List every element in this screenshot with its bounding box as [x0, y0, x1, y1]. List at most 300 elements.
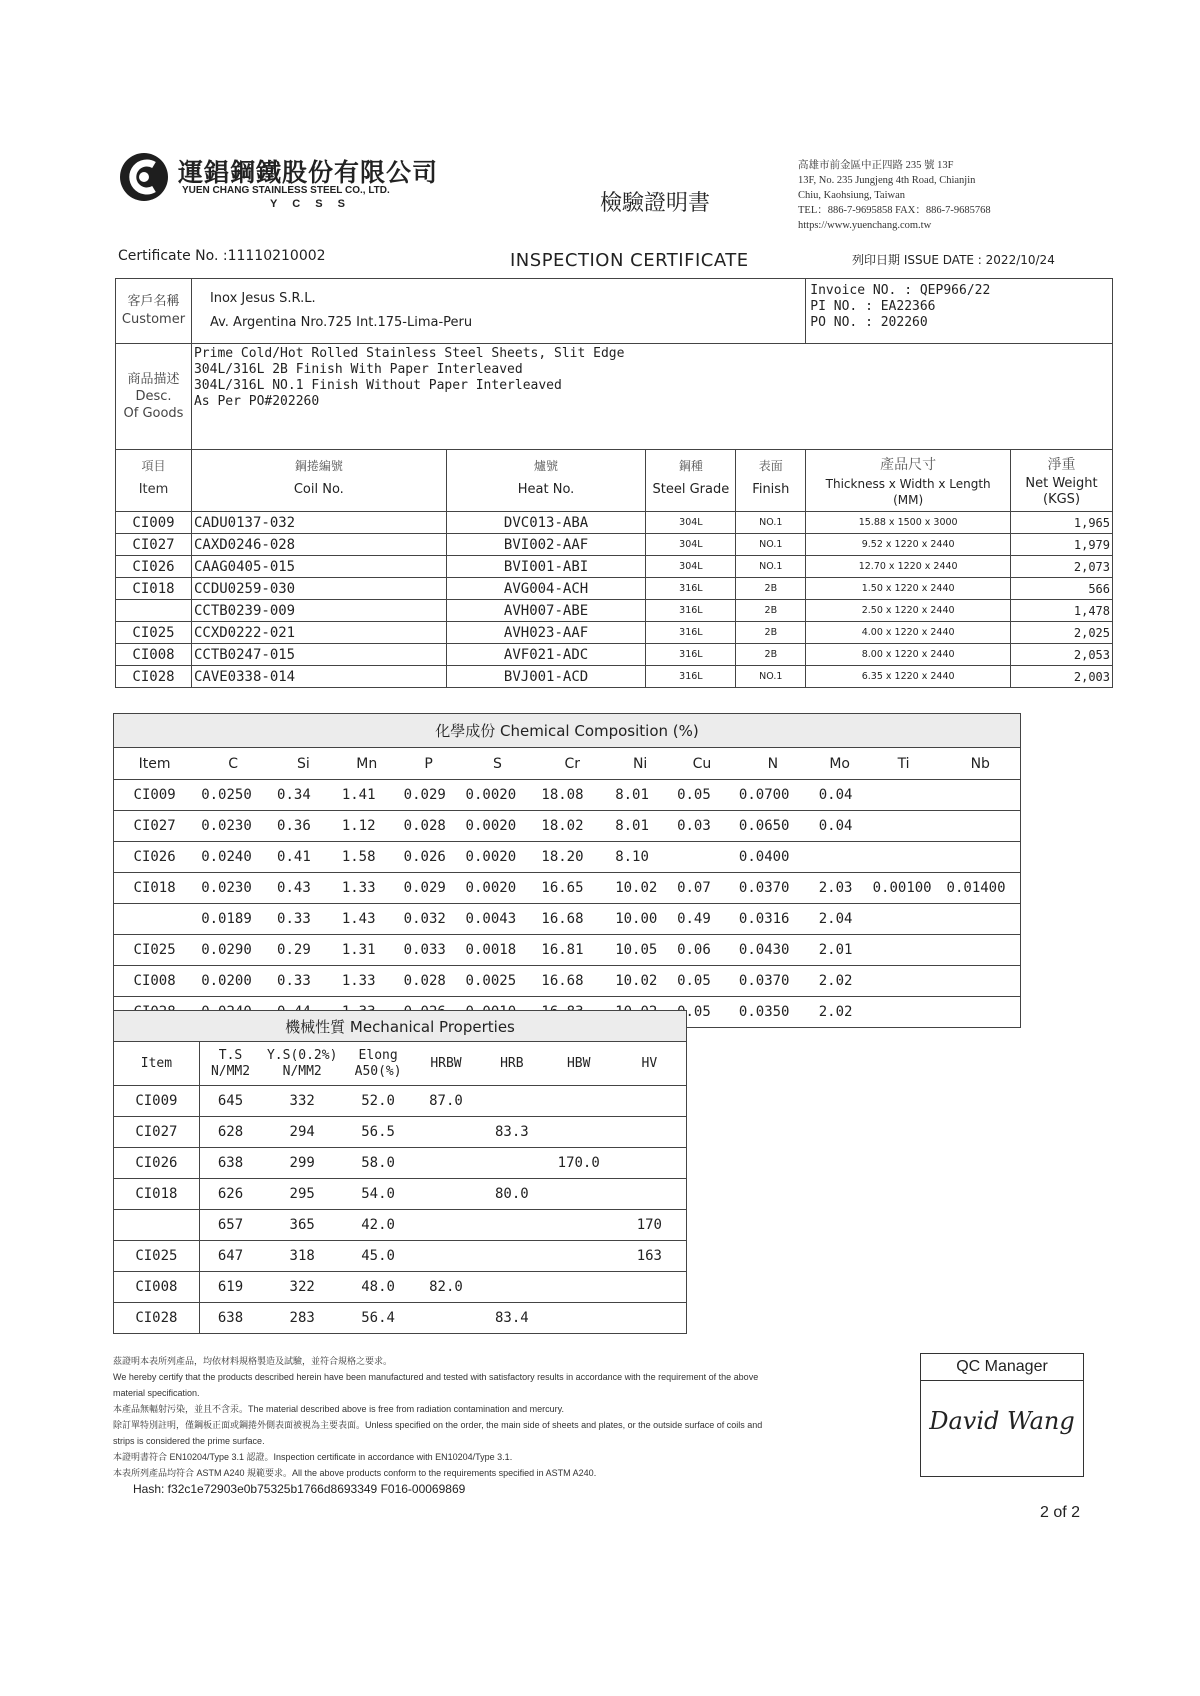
item-row [116, 512, 1113, 534]
dimensions: 1.50 x 1220 x 2440 [806, 578, 1011, 600]
chem-value [867, 904, 941, 935]
coil-number: CAVE0338-014 [191, 666, 446, 688]
chem-value [941, 997, 1021, 1028]
mech-header-cell: HRBW [413, 1042, 479, 1086]
heat-number: BVI001-ABI [446, 556, 646, 578]
mech-value: 626 [199, 1179, 261, 1210]
chem-value [941, 780, 1021, 811]
page-number: 2 of 2 [1040, 1504, 1081, 1521]
customer-info [191, 279, 805, 344]
chem-value: 0.0010 [460, 997, 536, 1028]
address-line: https://www.yuenchang.com.tw [798, 220, 932, 231]
mech-item: CI018 [114, 1179, 200, 1210]
chem-value: 2.01 [813, 935, 867, 966]
mech-value: 294 [261, 1117, 343, 1148]
mech-value: 45.0 [343, 1241, 413, 1272]
item-row [116, 622, 1113, 644]
mech-item: CI009 [114, 1086, 200, 1117]
coil-number: CCTB0239-009 [191, 600, 446, 622]
chem-item: CI009 [114, 780, 196, 811]
chem-value: 10.02 [609, 997, 671, 1028]
chem-value: 2.04 [813, 904, 867, 935]
mech-row [114, 1117, 687, 1148]
chem-value: 0.028 [398, 966, 460, 997]
mech-value [613, 1086, 687, 1117]
chem-header-cell: C [195, 748, 271, 780]
mech-value: 318 [261, 1241, 343, 1272]
chem-value: 10.02 [609, 966, 671, 997]
chem-value [867, 966, 941, 997]
header-grade: 鋼種 Steel Grade [646, 450, 736, 512]
mech-value [613, 1117, 687, 1148]
chem-header-cell: Item [114, 748, 196, 780]
mech-value [545, 1303, 613, 1334]
customer-address: Av. Argentina Nro.725 Int.175-Lima-Peru [209, 315, 473, 330]
chem-value: 0.0189 [195, 904, 271, 935]
document-title-en: INSPECTION CERTIFICATE [510, 250, 749, 271]
mech-value [545, 1179, 613, 1210]
mechanical-header-row [114, 1042, 687, 1086]
mech-value: 80.0 [479, 1179, 545, 1210]
mech-item: CI026 [114, 1148, 200, 1179]
chem-header-cell: S [460, 748, 536, 780]
description-label: 商品描述 Desc. Of Goods [116, 344, 192, 450]
chem-row [114, 935, 1021, 966]
po-number: PO NO. : 202260 [810, 315, 928, 330]
steel-grade: 304L [646, 556, 736, 578]
mech-item: CI008 [114, 1272, 200, 1303]
mech-value: 638 [199, 1303, 261, 1334]
chem-value: 0.0700 [733, 780, 813, 811]
steel-grade: 316L [646, 644, 736, 666]
chem-value: 1.41 [336, 780, 398, 811]
mech-value: 54.0 [343, 1179, 413, 1210]
statement-line: 本表所列產品均符合 ASTM A240 規範要求。All the above products conform to the requirements specified in ASTM A240. [113, 1468, 597, 1478]
chem-item: CI028 [114, 997, 196, 1028]
customer-label: 客戶名稱 Customer [116, 279, 192, 344]
finish: 2B [736, 578, 806, 600]
steel-grade: 304L [646, 534, 736, 556]
chem-value: 0.05 [671, 780, 733, 811]
chem-value [941, 904, 1021, 935]
chem-item [114, 904, 196, 935]
net-weight: 566 [1011, 578, 1113, 600]
mech-value: 628 [199, 1117, 261, 1148]
net-weight: 2,025 [1011, 622, 1113, 644]
mech-value: 82.0 [413, 1272, 479, 1303]
chem-header-cell: N [733, 748, 813, 780]
chem-value: 0.33 [271, 966, 336, 997]
mech-item: CI025 [114, 1241, 200, 1272]
chem-value: 0.44 [271, 997, 336, 1028]
chem-header-cell: Mo [813, 748, 867, 780]
net-weight: 1,965 [1011, 512, 1113, 534]
chem-value: 0.0250 [195, 780, 271, 811]
chem-value: 1.43 [336, 904, 398, 935]
chem-value: 0.0290 [195, 935, 271, 966]
item-cell: CI009 [116, 512, 192, 534]
mech-value [545, 1272, 613, 1303]
mech-value [613, 1303, 687, 1334]
chem-value [671, 842, 733, 873]
goods-description: Prime Cold/Hot Rolled Stainless Steel Sheets, Slit Edge 304L/316L 2B Finish With Paper Interleaved 304L/316L NO.1 Finish Without Paper Interleaved As Per PO#202260 [191, 344, 1112, 450]
address-line: 13F, No. 235 Jungjeng 4th Road, Chianjin [798, 175, 976, 186]
mech-header-cell: HV [613, 1042, 687, 1086]
coil-number: CAAG0405-015 [191, 556, 446, 578]
mech-value [613, 1179, 687, 1210]
steel-grade: 304L [646, 512, 736, 534]
chem-value: 0.04 [813, 811, 867, 842]
mech-value [479, 1148, 545, 1179]
chem-value: 0.07 [671, 873, 733, 904]
mech-value: 87.0 [413, 1086, 479, 1117]
item-cell: CI027 [116, 534, 192, 556]
chem-value: 1.12 [336, 811, 398, 842]
chem-value: 0.0430 [733, 935, 813, 966]
chem-header-cell: Ti [867, 748, 941, 780]
chem-value: 18.02 [535, 811, 609, 842]
mech-value: 56.5 [343, 1117, 413, 1148]
item-cell [116, 600, 192, 622]
chem-value: 0.0370 [733, 873, 813, 904]
chem-value [867, 842, 941, 873]
heat-number: AVH023-AAF [446, 622, 646, 644]
chem-row [114, 780, 1021, 811]
coil-number: CAXD0246-028 [191, 534, 446, 556]
chem-value: 0.0043 [460, 904, 536, 935]
chem-header-cell: Cu [671, 748, 733, 780]
dimensions: 8.00 x 1220 x 2440 [806, 644, 1011, 666]
mech-value: 42.0 [343, 1210, 413, 1241]
item-row [116, 644, 1113, 666]
chem-value: 10.05 [609, 935, 671, 966]
chem-value: 0.05 [671, 966, 733, 997]
dimensions: 12.70 x 1220 x 2440 [806, 556, 1011, 578]
mech-value [545, 1241, 613, 1272]
mech-row [114, 1148, 687, 1179]
chem-item: CI027 [114, 811, 196, 842]
chem-value: 0.0240 [195, 842, 271, 873]
mech-header-cell: HRB [479, 1042, 545, 1086]
mech-value [545, 1117, 613, 1148]
mech-value [613, 1148, 687, 1179]
mech-header-cell: Item [114, 1042, 200, 1086]
chem-value: 18.08 [535, 780, 609, 811]
mech-value: 170.0 [545, 1148, 613, 1179]
net-weight: 2,003 [1011, 666, 1113, 688]
issue-date: 列印日期 ISSUE DATE : 2022/10/24 [852, 253, 1055, 267]
mech-value [479, 1241, 545, 1272]
chem-header-cell: Ni [609, 748, 671, 780]
net-weight: 2,073 [1011, 556, 1113, 578]
chem-row [114, 873, 1021, 904]
mech-value: 52.0 [343, 1086, 413, 1117]
company-logo-mark [118, 151, 170, 203]
pi-number: PI NO. : EA22366 [810, 299, 936, 314]
mech-value [413, 1148, 479, 1179]
chem-value: 10.00 [609, 904, 671, 935]
steel-grade: 316L [646, 666, 736, 688]
mech-value [413, 1241, 479, 1272]
chem-value: 2.03 [813, 873, 867, 904]
chem-value: 1.58 [336, 842, 398, 873]
chem-header-cell: P [398, 748, 460, 780]
mech-value [479, 1272, 545, 1303]
mech-value [413, 1117, 479, 1148]
dimensions: 2.50 x 1220 x 2440 [806, 600, 1011, 622]
mech-value: 299 [261, 1148, 343, 1179]
item-row [116, 578, 1113, 600]
chem-value: 0.032 [398, 904, 460, 935]
chem-value: 16.65 [535, 873, 609, 904]
chem-value: 0.0020 [460, 873, 536, 904]
mech-value: 295 [261, 1179, 343, 1210]
finish: 2B [736, 622, 806, 644]
chem-header-cell: Mn [336, 748, 398, 780]
mech-value: 657 [199, 1210, 261, 1241]
chemical-table [113, 713, 1021, 1028]
mech-header-cell: HBW [545, 1042, 613, 1086]
coil-number: CCXD0222-021 [191, 622, 446, 644]
company-abbr: Y C S S [270, 198, 351, 210]
coil-number: CCTB0247-015 [191, 644, 446, 666]
chem-value [941, 842, 1021, 873]
statement-line: 除訂單特別註明，僅鋼板正面或鋼捲外側表面被視為主要表面。Unless specified on the order, the main side of sheets and plates, or the outside surface of coils and [113, 1420, 763, 1430]
chem-value: 0.0025 [460, 966, 536, 997]
qc-manager-label: QC Manager [921, 1354, 1083, 1381]
item-cell: CI025 [116, 622, 192, 644]
company-name-zh: 運錩鋼鐵股份有限公司 [178, 158, 439, 187]
statement-line: strips is considered the prime surface. [113, 1436, 265, 1446]
chem-value: 1.33 [336, 997, 398, 1028]
chem-value: 16.68 [535, 904, 609, 935]
header-weight: 淨重 Net Weight (KGS) [1011, 450, 1113, 512]
chem-value: 0.0020 [460, 811, 536, 842]
chem-value [941, 811, 1021, 842]
address-line: 高雄市前金區中正四路 235 號 13F [798, 160, 954, 171]
mech-value: 332 [261, 1086, 343, 1117]
chem-value: 1.31 [336, 935, 398, 966]
chem-value: 0.49 [671, 904, 733, 935]
chem-value: 16.81 [535, 935, 609, 966]
finish: 2B [736, 644, 806, 666]
mech-value: 170 [613, 1210, 687, 1241]
chem-value: 0.01400 [941, 873, 1021, 904]
mech-item [114, 1210, 200, 1241]
statement-line: 茲證明本表所列產品，均依材料規格製造及試驗，並符合規格之要求。 [113, 1356, 393, 1366]
chem-row [114, 842, 1021, 873]
mech-value [545, 1210, 613, 1241]
header-item: 項目 Item [116, 450, 192, 512]
chem-value: 10.02 [609, 873, 671, 904]
mech-row [114, 1210, 687, 1241]
mech-value: 58.0 [343, 1148, 413, 1179]
document-title-zh: 檢驗證明書 [600, 191, 711, 216]
heat-number: DVC013-ABA [446, 512, 646, 534]
chem-row [114, 811, 1021, 842]
chem-value: 0.0316 [733, 904, 813, 935]
chem-value: 0.0020 [460, 780, 536, 811]
coil-number: CADU0137-032 [191, 512, 446, 534]
mech-value: 365 [261, 1210, 343, 1241]
header-coil: 鋼捲編號 Coil No. [191, 450, 446, 512]
chem-value: 18.20 [535, 842, 609, 873]
chem-value: 0.0230 [195, 811, 271, 842]
chem-value: 0.29 [271, 935, 336, 966]
chem-value: 0.0020 [460, 842, 536, 873]
company-name-en: YUEN CHANG STAINLESS STEEL CO., LTD. [182, 185, 390, 196]
chem-value: 0.026 [398, 842, 460, 873]
mech-value: 83.4 [479, 1303, 545, 1334]
mechanical-table [113, 1010, 687, 1334]
chem-value [867, 780, 941, 811]
mech-header-cell: T.S N/MM2 [199, 1042, 261, 1086]
chemical-header-row [114, 748, 1021, 780]
chem-value: 16.83 [535, 997, 609, 1028]
mech-value: 638 [199, 1148, 261, 1179]
chem-value: 0.033 [398, 935, 460, 966]
item-row [116, 666, 1113, 688]
chem-row [114, 966, 1021, 997]
order-references [806, 279, 1113, 344]
steel-grade: 316L [646, 600, 736, 622]
chem-value: 0.41 [271, 842, 336, 873]
item-cell: CI018 [116, 578, 192, 600]
items-table [115, 278, 1113, 688]
chem-value: 0.0018 [460, 935, 536, 966]
heat-number: BVI002-AAF [446, 534, 646, 556]
chem-value: 0.0350 [733, 997, 813, 1028]
mech-value: 48.0 [343, 1272, 413, 1303]
mech-item: CI028 [114, 1303, 200, 1334]
net-weight: 1,979 [1011, 534, 1113, 556]
chem-value: 0.026 [398, 997, 460, 1028]
items-header-row [116, 450, 1113, 512]
chem-value: 0.0370 [733, 966, 813, 997]
finish: 2B [736, 600, 806, 622]
chem-value [867, 935, 941, 966]
statement-line: 本產品無輻射污染，並且不含汞。The material described above is free from radiation contamination and mercury. [113, 1404, 564, 1414]
item-row [116, 556, 1113, 578]
chem-item: CI025 [114, 935, 196, 966]
certificate-number: Certificate No. :11110210002 [118, 248, 326, 264]
statement-line: We hereby certify that the products described herein have been manufactured and tested with satisfactory results in accordance with the requirement of the above [113, 1372, 759, 1382]
net-weight: 2,053 [1011, 644, 1113, 666]
address-line: Chiu, Kaohsiung, Taiwan [798, 190, 905, 201]
heat-number: AVF021-ADC [446, 644, 646, 666]
mech-row [114, 1303, 687, 1334]
chem-header-cell: Cr [535, 748, 609, 780]
chem-value [813, 842, 867, 873]
statement-line: 本證明書符合 EN10204/Type 3.1 認證。Inspection certificate in accordance with EN10204/Type 3.1. [113, 1452, 513, 1462]
chem-value [941, 935, 1021, 966]
chem-value: 16.68 [535, 966, 609, 997]
chem-value: 0.03 [671, 811, 733, 842]
chem-value: 0.0650 [733, 811, 813, 842]
chem-value: 0.04 [813, 780, 867, 811]
chem-value: 0.029 [398, 873, 460, 904]
item-row [116, 600, 1113, 622]
qc-signature-box [920, 1353, 1084, 1477]
mech-value [413, 1210, 479, 1241]
steel-grade: 316L [646, 622, 736, 644]
chem-value [867, 997, 941, 1028]
chem-value: 0.0400 [733, 842, 813, 873]
chem-value: 8.10 [609, 842, 671, 873]
dimensions: 9.52 x 1220 x 2440 [806, 534, 1011, 556]
chemical-title: 化學成份 Chemical Composition (%) [114, 714, 1021, 748]
item-row [116, 534, 1113, 556]
chem-value: 0.029 [398, 780, 460, 811]
chem-value: 0.33 [271, 904, 336, 935]
chem-item: CI008 [114, 966, 196, 997]
chem-value: 2.02 [813, 997, 867, 1028]
chem-item: CI026 [114, 842, 196, 873]
chem-value: 8.01 [609, 780, 671, 811]
mech-row [114, 1272, 687, 1303]
mech-value [545, 1086, 613, 1117]
mech-value [479, 1086, 545, 1117]
chem-item: CI018 [114, 873, 196, 904]
chem-value: 0.43 [271, 873, 336, 904]
finish: NO.1 [736, 512, 806, 534]
chem-row [114, 904, 1021, 935]
chem-value: 1.33 [336, 966, 398, 997]
chem-value: 0.36 [271, 811, 336, 842]
mech-value: 163 [613, 1241, 687, 1272]
chem-value: 0.0230 [195, 873, 271, 904]
chem-value: 0.34 [271, 780, 336, 811]
header-finish: 表面 Finish [736, 450, 806, 512]
chem-value: 8.01 [609, 811, 671, 842]
chem-value: 0.00100 [867, 873, 941, 904]
item-cell: CI008 [116, 644, 192, 666]
chem-header-cell: Si [271, 748, 336, 780]
dimensions: 4.00 x 1220 x 2440 [806, 622, 1011, 644]
chem-value: 0.0200 [195, 966, 271, 997]
mech-value: 647 [199, 1241, 261, 1272]
header-dimensions: 產品尺寸 Thickness x Width x Length (MM) [806, 450, 1011, 512]
mech-value: 56.4 [343, 1303, 413, 1334]
company-address [798, 158, 1098, 233]
heat-number: AVG004-ACH [446, 578, 646, 600]
chem-value [867, 811, 941, 842]
chem-value: 0.028 [398, 811, 460, 842]
mech-row [114, 1086, 687, 1117]
header-heat: 爐號 Heat No. [446, 450, 646, 512]
mech-row [114, 1179, 687, 1210]
mech-value: 619 [199, 1272, 261, 1303]
mech-value: 283 [261, 1303, 343, 1334]
chem-value: 0.0240 [195, 997, 271, 1028]
chem-value: 2.02 [813, 966, 867, 997]
mech-value [413, 1179, 479, 1210]
address-line: TEL：886-7-9695858 FAX：886-7-9685768 [798, 205, 991, 216]
qc-signature: David Wang [929, 1407, 1075, 1435]
mech-row [114, 1241, 687, 1272]
mech-item: CI027 [114, 1117, 200, 1148]
mech-value: 322 [261, 1272, 343, 1303]
invoice-number: Invoice NO. : QEP966/22 [810, 283, 991, 298]
certification-statements [113, 1353, 923, 1481]
chem-value [941, 966, 1021, 997]
customer-name: Inox Jesus S.R.L. [209, 291, 316, 306]
heat-number: AVH007-ABE [446, 600, 646, 622]
mech-value: 83.3 [479, 1117, 545, 1148]
coil-number: CCDU0259-030 [191, 578, 446, 600]
chem-value: 0.05 [671, 997, 733, 1028]
heat-number: BVJ001-ACD [446, 666, 646, 688]
